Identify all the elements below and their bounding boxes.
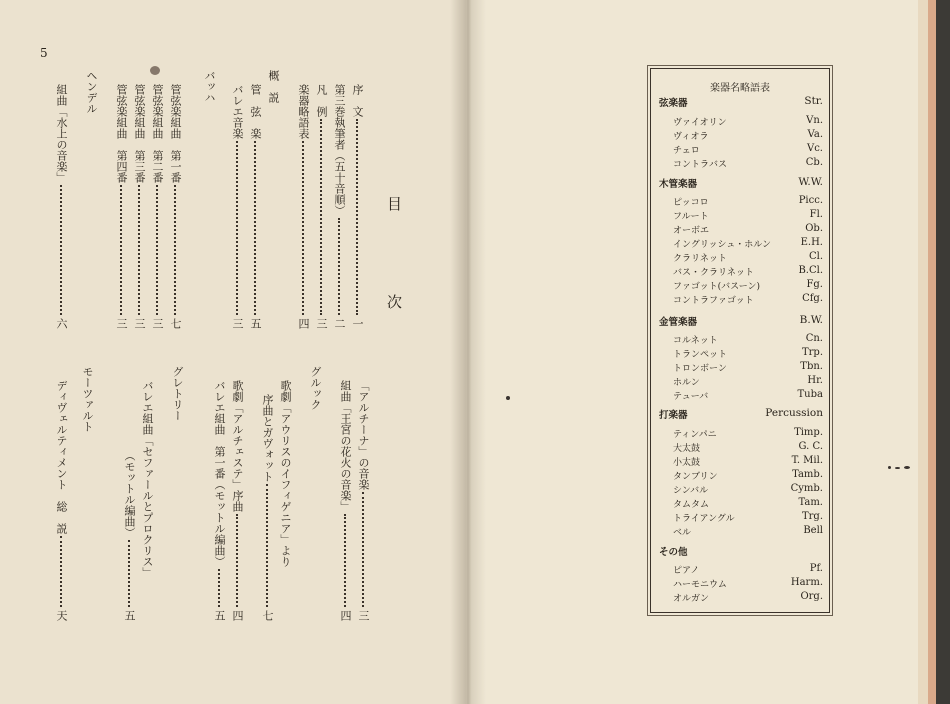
abbr-group-row [651,314,829,328]
instrument-abbreviation: Cfg. [802,293,823,304]
abbr-group-row [651,95,829,109]
toc-page-number: 二 [333,318,346,329]
instrument-abbreviation: Pf. [809,563,823,574]
instrument-name: 打楽器 [659,410,688,421]
instrument-abbreviation: Str. [804,95,823,107]
instrument-name: ベル [673,528,692,538]
toc-page-number: 一 [351,318,364,329]
toc-leader-dots [218,569,220,607]
ink-blot [150,66,160,75]
instrument-abbreviation: Fg. [806,279,823,290]
instrument-name: バス・クラリネット [673,268,754,278]
toc-entry-label: 組曲「王宮の花火の音楽」 [339,380,352,512]
instrument-abbreviation: W.W. [798,176,823,188]
toc-page-number: 七 [261,610,274,621]
abbr-item-row [651,511,829,525]
toc-leader-dots [254,141,256,315]
abbr-item-row [651,195,829,209]
instrument-name: トロンボーン [673,364,727,374]
abbr-item-row [651,389,829,403]
abbr-item-row [651,427,829,441]
abbr-item-row [651,237,829,251]
page-edge [918,0,928,704]
toc-page-number: 三 [315,318,328,329]
speck [895,467,900,469]
toc-entry [82,366,93,432]
instrument-name: イングリッシュ・ホルン [673,240,772,250]
abbr-item-row [651,293,829,307]
toc-leader-dots [138,185,140,315]
toc-entry-label: 管弦楽組曲 第四番 [115,84,128,183]
instrument-name: ヴァイオリン [673,118,727,128]
instrument-abbreviation: Cn. [805,333,823,344]
toc-entry [340,380,351,512]
toc-leader-dots [362,492,364,607]
page-edge-colored [928,0,936,704]
instrument-abbreviation: Trp. [801,347,823,358]
abbr-item-row [651,563,829,577]
toc-entry [334,84,345,216]
book-gutter [450,0,486,704]
toc-entry-label: 第三巻執筆者（五十音順） [333,84,346,216]
toc-entry-label: 管弦楽組曲 第一番 [169,84,182,183]
toc-leader-dots [236,141,238,315]
toc-entry-label: バレエ音楽 [231,84,244,139]
toc-entry-label: ディヴェルティメント 総 説 [55,380,68,534]
instrument-name: オルガン [673,594,710,604]
toc-page-number: 三 [231,318,244,329]
abbr-item-row [651,591,829,605]
instrument-abbreviation: Tuba [797,389,823,400]
speck [506,396,510,400]
toc-entry-label: 序曲とガヴォット [261,394,274,482]
abbr-group-row [651,544,829,558]
instrument-abbreviation: Ob. [805,223,823,234]
toc-entry [134,84,145,183]
toc-entry-label: （モットル編曲） [123,450,136,538]
abbr-item-row [651,143,829,157]
instrument-abbreviation: Vn. [806,115,823,126]
instrument-name: オーボエ [673,226,710,236]
toc-entry [298,84,309,139]
instrument-name: ファゴット(バスーン) [673,282,761,292]
abbr-item-row [651,279,829,293]
abbr-group-row [651,176,829,190]
instrument-abbreviation: Fl. [809,209,823,220]
toc-leader-dots [156,185,158,315]
toc-entry [204,70,215,103]
instrument-abbreviation: T. Mil. [791,455,823,466]
instrument-abbreviation: Hr. [807,375,823,386]
toc-page-number: 五 [123,610,136,621]
instrument-name: シンバル [673,486,709,496]
toc-entry-label: ヘンデル [85,70,98,114]
toc-entry [56,84,67,183]
instrument-name: ピッコロ [673,198,709,208]
toc-page-number: 三 [151,318,164,329]
toc-page-number: 三 [115,318,128,329]
toc-leader-dots [60,185,62,315]
abbr-item-row [651,223,829,237]
instrument-name: フルート [673,212,709,222]
toc-leader-dots [60,536,62,607]
instrument-abbreviation: E.H. [800,237,823,248]
instrument-name: テューバ [673,392,709,402]
abbr-item-row [651,115,829,129]
instrument-name: 小太鼓 [673,458,701,468]
toc-entry-label: バッハ [203,70,216,103]
toc-page-number: 五 [213,610,226,621]
toc-entry [310,366,321,410]
abbr-item-row [651,157,829,171]
instrument-abbreviation: B.Cl. [798,265,823,276]
toc-leader-dots [356,119,358,315]
toc-entry-label: 「アルチーナ」の音楽 [357,380,370,490]
abbr-group-row [651,407,829,421]
toc-page-number: 六 [55,318,68,329]
abbr-item-row [651,265,829,279]
instrument-name: ピアノ [673,566,700,576]
instrument-abbreviation: Tam. [798,497,823,508]
instrument-abbreviation: G. C. [798,441,823,452]
instrument-name: 木管楽器 [659,179,698,190]
toc-page-number: 四 [339,610,352,621]
instrument-name: 金管楽器 [659,317,698,328]
instrument-abbreviation: Bell [803,525,823,536]
toc-leader-dots [344,514,346,607]
abbr-item-row [651,251,829,265]
toc-entry-label: グルック [309,366,322,410]
instrument-abbreviation: Timp. [794,427,823,438]
toc-entry-label: 管弦楽組曲 第三番 [133,84,146,183]
instrument-name: チェロ [673,146,700,156]
abbr-item-row [651,441,829,455]
left-page [0,0,466,704]
toc-entry [124,450,135,538]
toc-page-number: 天 [55,610,68,621]
speck [888,466,891,469]
toc-leader-dots [120,185,122,315]
toc-entry [170,84,181,183]
page-number: 5 [40,46,48,60]
instrument-name: トライアングル [673,514,735,524]
toc-leader-dots [266,484,268,607]
toc-entry-label: モーツァルト [81,366,94,432]
instrument-name: タンブリン [673,472,718,482]
toc-entry-label: 概 説 [267,70,280,103]
toc-leader-dots [338,218,340,315]
background-edge [936,0,950,704]
toc-leader-dots [174,185,176,315]
toc-entry [268,70,279,103]
instrument-name: ハーモニウム [673,580,727,590]
speck [904,466,910,469]
toc-entry-label: グレトリー [171,366,184,421]
instrument-name: ホルン [673,378,700,388]
instrument-name: ティンパニ [673,430,717,440]
instrument-abbreviation: Va. [807,129,823,140]
toc-entry-label: 歌劇「アルチェステ」序曲 [231,380,244,512]
instrument-name: コルネット [673,336,718,346]
toc-entry [232,84,243,139]
toc-leader-dots [236,514,238,607]
toc-page-number: 三 [357,610,370,621]
toc-page-number: 四 [297,318,310,329]
abbr-item-row [651,361,829,375]
toc-entry-label: 歌劇「アウリスのイフィゲニア」より [279,380,292,567]
abbr-item-row [651,497,829,511]
instrument-name: ヴィオラ [673,132,709,142]
instrument-abbreviation: Harm. [790,577,823,588]
abbreviation-table [650,68,830,613]
instrument-abbreviation: Vc. [806,143,823,154]
toc-entry [116,84,127,183]
toc-entry-label: 組曲「水上の音楽」 [55,84,68,183]
toc-entry [352,84,363,117]
abbr-item-row [651,129,829,143]
toc-leader-dots [320,119,322,315]
instrument-abbreviation: Org. [800,591,823,602]
toc-entry [152,84,163,183]
toc-page-number: 七 [169,318,182,329]
toc-page-number: 五 [249,318,262,329]
instrument-abbreviation: Picc. [798,195,823,206]
toc-entry-label: バレエ組曲「セファールとプロクリス」 [141,380,154,578]
abbr-item-row [651,209,829,223]
abbr-item-row [651,375,829,389]
toc-entry-label: 管 弦 楽 [249,84,262,139]
instrument-name: 大太鼓 [673,444,701,454]
toc-page-number: 三 [133,318,146,329]
toc-entry [56,380,67,534]
toc-page-number: 四 [231,610,244,621]
instrument-abbreviation: Cymb. [790,483,823,494]
abbr-item-row [651,483,829,497]
instrument-name: クラリネット [673,254,727,264]
instrument-abbreviation: B.W. [799,314,823,326]
toc-entry-label: バレエ組曲 第一番（モットル編曲） [213,380,226,567]
instrument-abbreviation: Cb. [805,157,823,168]
toc-entry-label: 序 文 [351,84,364,117]
instrument-abbreviation: Percussion [765,407,823,419]
toc-entry-label: 凡 例 [315,84,328,117]
toc-entry [172,366,183,421]
abbr-item-row [651,577,829,591]
instrument-name: その他 [659,547,688,558]
toc-title: 目 次 [385,196,403,343]
toc-entry [316,84,327,117]
abbr-item-row [651,525,829,539]
toc-leader-dots [128,540,130,607]
instrument-abbreviation: Trg. [801,511,823,522]
abbr-item-row [651,469,829,483]
toc-entry-label: 楽器略語表 [297,84,310,139]
toc-entry [142,380,153,578]
toc-entry-label: 管弦楽組曲 第二番 [151,84,164,183]
toc-entry [86,70,97,114]
toc-leader-dots [302,141,304,315]
toc-entry [280,380,291,567]
instrument-abbreviation: Tamb. [792,469,823,480]
toc-entry [232,380,243,512]
instrument-name: 弦楽器 [659,98,688,109]
instrument-name: コントラバス [673,160,728,170]
abbr-item-row [651,347,829,361]
instrument-abbreviation: Cl. [808,251,823,262]
instrument-name: トランペット [673,350,728,360]
toc-entry [214,380,225,567]
abbr-item-row [651,333,829,347]
instrument-name: コントラファゴット [673,296,754,306]
toc-entry [262,394,273,482]
instrument-name: タムタム [673,500,710,510]
instrument-abbreviation: Tbn. [800,361,823,372]
abbr-item-row [651,455,829,469]
abbreviation-table-title: 楽器名略語表 [710,83,770,94]
toc-entry [358,380,369,490]
toc-entry [250,84,261,139]
